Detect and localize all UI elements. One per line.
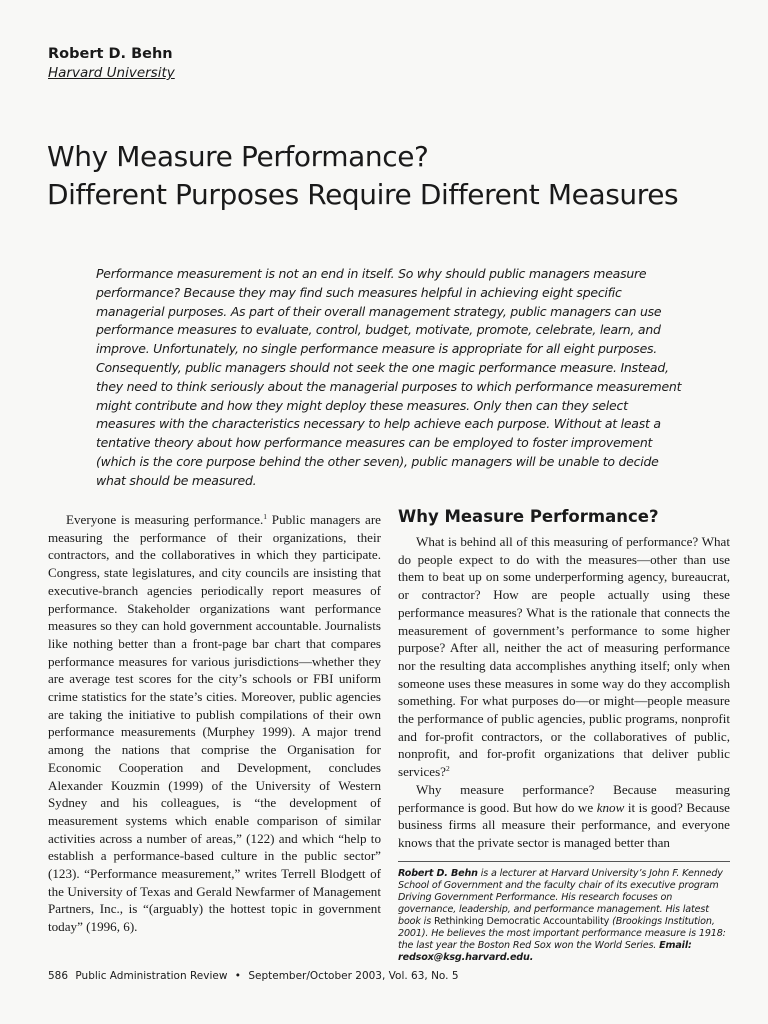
footnote-ref-1: 1 <box>263 512 267 521</box>
section-heading: Why Measure Performance? <box>398 507 659 526</box>
section-paragraph-2 <box>398 781 730 852</box>
author-note-text-a: is a lecturer at Harvard University’s John F. Kennedy School of Government and the faculty chair of its executive program Driving Government Performance. His research focuses on governance, leadership, and performance management. His latest book is <box>398 867 723 927</box>
footer-separator: • <box>234 970 241 982</box>
title-line-2: Different Purposes Require Different Measures <box>47 178 679 211</box>
journal-name: Public Administration Review <box>75 970 228 982</box>
section-paragraph-1 <box>398 533 730 781</box>
author-note-name: Robert D. Behn <box>398 867 478 879</box>
page-footer <box>48 969 548 983</box>
issue-info: September/October 2003, Vol. 63, No. 5 <box>248 970 459 982</box>
intro-text-start: Everyone is measuring performance. <box>66 512 264 527</box>
intro-text-rest: Public managers are measuring the performance of their organizations, their contractors, and the collaboratives in which they participate. Congress, state legislatures, and city councils are insisting that executive-branch agencies periodically report measures of performance. Stakeholder organizations want performance measures so they can hold government accountable. Journalists like nothing better than a front-page bar chart that compares performance measures for various jurisdictions—whether they are average test scores for the city’s schools or FBI uniform crime statistics for the state’s cities. Moreover, public agencies are taking the initiative to publish compilations of their own performance measurements (Murphey 1999). A major trend among the nations that comprise the Organisation for Economic Cooperation and Development, concludes Alexander Kouzmin (1999) of the University of Western Sydney and his colleagues, is “the development of measurement systems which enable comparison of similar activities across a number of areas,” (122) and which “help to establish a performance-based culture in the public sector” (123). “Performance measurement,” writes Terrell Blodgett of the University of Texas and Gerald Newfarmer of Management Partners, Inc., is “(arguably) the hottest topic in government today” (1996, 6). <box>48 512 381 935</box>
author-block <box>48 44 448 82</box>
intro-paragraph <box>48 511 381 936</box>
right-column <box>398 505 730 964</box>
author-note-email: Email: redsox@ksg.harvard.edu. <box>398 939 692 963</box>
footnote-ref-2: 2 <box>445 764 450 774</box>
section-paragraph-2-text-b: it is good? Because business firms all measure their performance, and everyone knows that the private sector is managed better than <box>398 799 730 850</box>
page-number: 586 <box>48 970 69 982</box>
left-column <box>48 511 381 936</box>
author-affiliation: Harvard University <box>48 65 175 81</box>
article-title <box>47 138 737 214</box>
author-note-divider <box>398 861 730 862</box>
author-note-text-b: (Brookings Institution, 2001). He believes the most important performance measure is 1918: the last year the Boston Red Sox won the World Series. <box>398 915 726 951</box>
author-note <box>398 868 730 964</box>
section-paragraph-2-text-a: Why measure performance? Because measuring performance is good. But how do we <box>398 781 730 815</box>
title-line-1: Why Measure Performance? <box>47 140 429 173</box>
abstract: Performance measurement is not an end in itself. So why should public managers measure performance? Because they may find such measures helpful in achieving eight specific managerial purposes. As part of their overall management strategy, public managers can use performance measures to evaluate, control, budget, motivate, promote, celebrate, learn, and improve. Unfortunately, no single performance measure is appropriate for all eight purposes. Consequently, public managers should not seek the one magic performance measure. Instead, they need to think seriously about the managerial purposes to which performance measurement might contribute and how they might deploy these measures. Only then can they select measures with the characteristics necessary to help achieve each purpose. Without at least a tentative theory about how performance measures can be employed to foster improvement (which is the core purpose behind the other seven), public managers will be unable to decide what should be measured. <box>96 266 682 488</box>
section-paragraph-1-text: What is behind all of this measuring of performance? What do people expect to do with the measures—other than use them to beat up on some underperforming agency, bureaucrat, or contractor? How are people actually using these performance measures? What is the rationale that connects the measurement of government’s performance to some higher purpose? After all, neither the act of measuring performance nor the resulting data accomplishes anything itself; only when someone uses these measures in some way do they accomplish something. For what purposes do—or might—people measure the performance of public agencies, public programs, nonprofit and for-profit contractors, or the collaboratives of public, nonprofit, and for-profit organizations that deliver public services? <box>398 534 730 780</box>
author-note-book: Rethinking Democratic Accountability <box>433 915 610 927</box>
author-name: Robert D. Behn <box>48 46 173 62</box>
emphasis-know: know <box>596 799 625 815</box>
